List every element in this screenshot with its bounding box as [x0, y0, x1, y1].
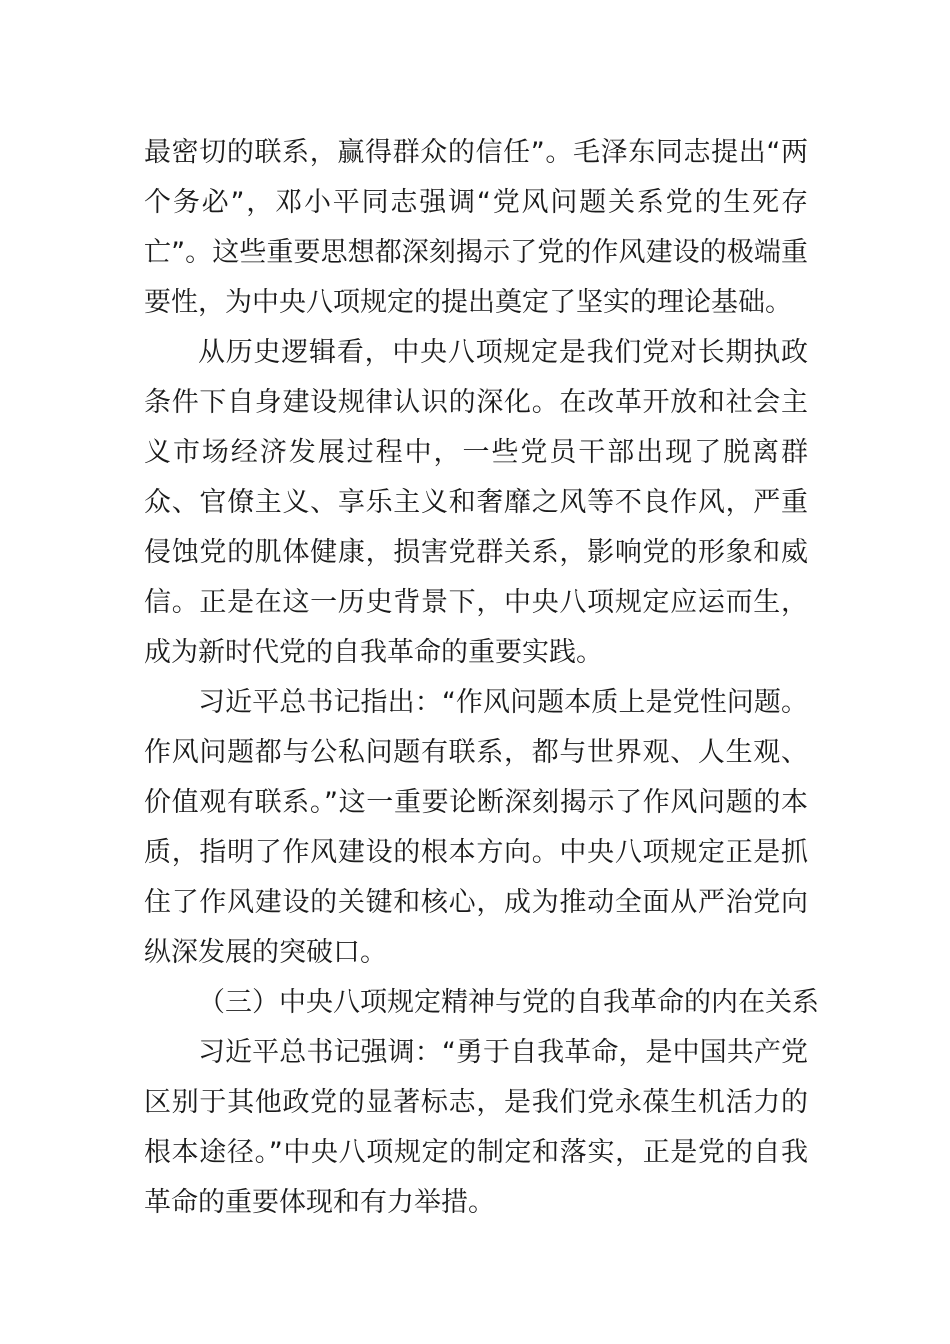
document-body	[144, 128, 819, 1228]
paragraph-3: 习近平总书记指出：“作风问题本质上是党性问题。作风问题都与公私问题有联系，都与世界观、人生观、价值观有联系。”这一重要论断深刻揭示了作风问题的本质，指明了作风建设的根本方向。中央八项规定正是抓住了作风建设的关键和核心，成为推动全面从严治党向纵深发展的突破口。	[144, 687, 808, 968]
section-heading: （三）中央八项规定精神与党的自我革命的内在关系	[198, 987, 819, 1018]
paragraph-1: 最密切的联系，赢得群众的信任”。毛泽东同志提出“两个务必”，邓小平同志强调“党风问题关系党的生死存亡”。这些重要思想都深刻揭示了党的作风建设的极端重要性，为中央八项规定的提出奠定了坚实的理论基础。	[144, 137, 808, 318]
paragraph-2: 从历史逻辑看，中央八项规定是我们党对长期执政条件下自身建设规律认识的深化。在改革开放和社会主义市场经济发展过程中，一些党员干部出现了脱离群众、官僚主义、享乐主义和奢靡之风等不良作风，严重侵蚀党的肌体健康，损害党群关系，影响党的形象和威信。正是在这一历史背景下，中央八项规定应运而生，成为新时代党的自我革命的重要实践。	[144, 337, 808, 668]
paragraph-4: 习近平总书记强调：“勇于自我革命，是中国共产党区别于其他政党的显著标志，是我们党永葆生机活力的根本途径。”中央八项规定的制定和落实，正是党的自我革命的重要体现和有力举措。	[144, 1037, 808, 1218]
